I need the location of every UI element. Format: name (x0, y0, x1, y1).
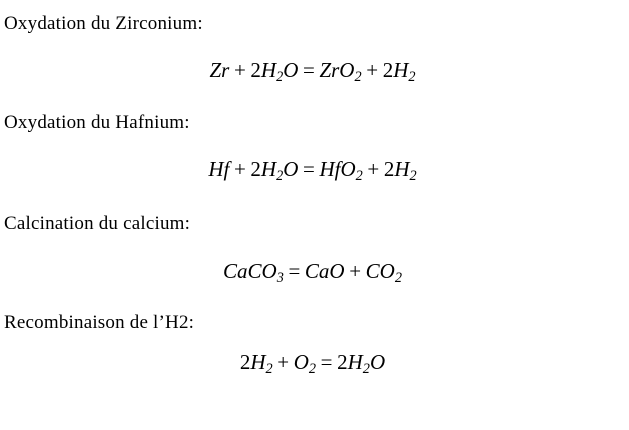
section-zirconium (4, 14, 621, 84)
section-label-recombinaison: Recombinaison de l’H2: (4, 311, 195, 333)
equation-zirconium: $Zr + 2H_2O = ZrO_2 + 2H_2$ (209, 58, 416, 85)
equation-calcium: CaCO$_3$ = CaO + $CO_2$ (223, 258, 402, 286)
section-label-zirconium: Oxydation du Zirconium: (4, 13, 203, 34)
section-recombinaison (4, 313, 621, 376)
equation-row-zirconium (4, 60, 629, 84)
equation-row-hafnium (4, 159, 629, 183)
equation-row-calcium (4, 258, 629, 286)
equation-hafnium: $Hf + 2H_2O = HfO_2 + 2H_2$ (208, 157, 417, 185)
section-calcium (4, 214, 621, 285)
section-label-hafnium: Oxydation du Hafnium: (4, 112, 190, 134)
section-label-calcium: Calcination du calcium: (4, 212, 191, 234)
equation-row-recombinaison (4, 349, 629, 377)
equation-recombinaison: $2H_2 + O_2 = 2H_2O$ (239, 349, 386, 377)
section-hafnium (4, 113, 621, 183)
